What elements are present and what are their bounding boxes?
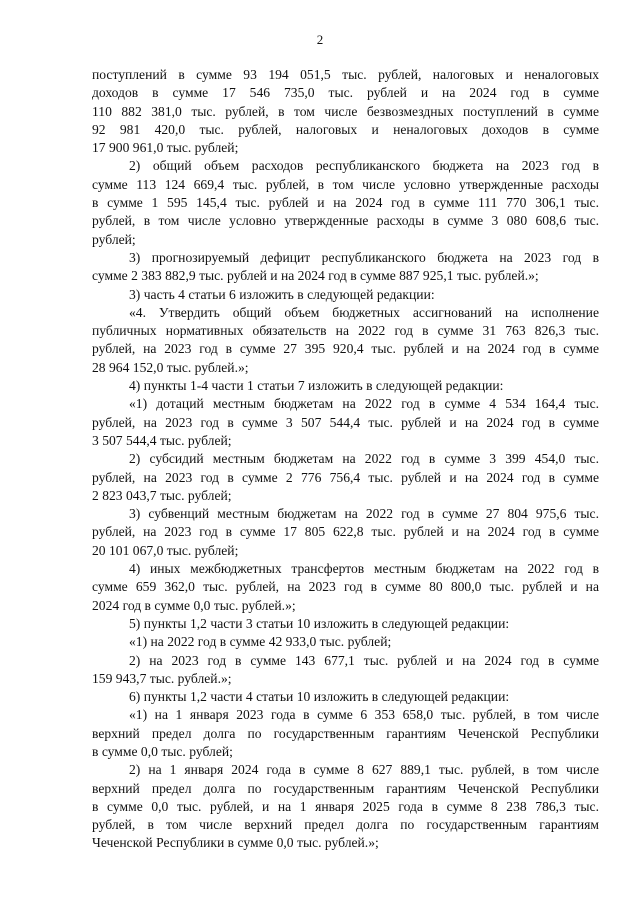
text-line: в сумме 0,0 тыс. рублей; (92, 743, 233, 759)
text-line: 6) пункты 1,2 части 4 статьи 10 изложить в следующей редакции: (129, 689, 510, 705)
text-line: «1) на 1 января 2023 года в сумме 6 353 658,0 тыс. рублей, в том числе (129, 707, 599, 723)
paragraph (92, 157, 599, 248)
paragraph (92, 395, 599, 450)
text-line: «4. Утвердить общий объем бюджетных ассигнований на исполнение (129, 304, 599, 320)
text-line: в сумме 0,0 тыс. рублей, и на 1 января 2025 года в сумме 8 238 786,3 тыс. (92, 798, 599, 814)
page-number: 2 (316, 32, 324, 47)
text-line: 5) пункты 1,2 части 3 статьи 10 изложить в следующей редакции: (129, 615, 510, 631)
text-line: 2) субсидий местным бюджетам на 2022 год в сумме 3 399 454,0 тыс. (129, 451, 599, 467)
paragraph (92, 761, 599, 852)
text-line: верхний предел долга по государственным гарантиям Чеченской Республики (92, 780, 599, 796)
paragraph (92, 615, 599, 633)
text-line: верхний предел долга по государственным гарантиям Чеченской Республики (92, 725, 599, 741)
text-line: публичных нормативных обязательств на 2022 год в сумме 31 763 826,3 тыс. (92, 323, 599, 339)
text-line: рублей; (92, 231, 136, 247)
text-line: рублей, на 2023 год в сумме 27 395 920,4 тыс. рублей и на 2024 год в сумме (92, 341, 599, 357)
paragraph (92, 688, 599, 706)
text-line: сумме 2 383 882,9 тыс. рублей и на 2024 год в сумме 887 925,1 тыс. рублей.»; (92, 268, 539, 284)
text-line: рублей, на 2023 год в сумме 3 507 544,4 тыс. рублей и на 2024 год в сумме (92, 414, 599, 430)
text-line: 2024 год в сумме 0,0 тыс. рублей.»; (92, 597, 296, 613)
text-line: «1) на 2022 год в сумме 42 933,0 тыс. рублей; (129, 634, 392, 650)
text-line: 110 882 381,0 тыс. рублей, в том числе безвозмездных поступлений в сумме (92, 103, 599, 119)
text-line: сумме 659 362,0 тыс. рублей, на 2023 год в сумме 80 800,0 тыс. рублей и на (92, 579, 599, 595)
document-body (92, 66, 599, 853)
paragraph (92, 450, 599, 505)
text-line: 2) на 1 января 2024 года в сумме 8 627 889,1 тыс. рублей, в том числе (129, 762, 599, 778)
text-line: рублей, на 2023 год в сумме 2 776 756,4 тыс. рублей и на 2024 год в сумме (92, 469, 599, 485)
text-line: «1) дотаций местным бюджетам на 2022 год в сумме 4 534 164,4 тыс. (129, 396, 599, 412)
paragraph (92, 560, 599, 615)
paragraph (92, 377, 599, 395)
paragraph (92, 652, 599, 689)
text-line: 20 101 067,0 тыс. рублей; (92, 542, 239, 558)
text-line: поступлений в сумме 93 194 051,5 тыс. рублей, налоговых и неналоговых (92, 67, 599, 82)
text-line: в сумме 1 595 145,4 тыс. рублей и на 2024 год в сумме 111 770 306,1 тыс. (92, 195, 599, 211)
text-line: 92 981 420,0 тыс. рублей, налоговых и неналоговых доходов в сумме (92, 121, 599, 137)
paragraph (92, 706, 599, 761)
text-line: Чеченской Республики в сумме 0,0 тыс. рублей.»; (92, 835, 379, 851)
text-line: 28 964 152,0 тыс. рублей.»; (92, 359, 249, 375)
text-line: 2) на 2023 год в сумме 143 677,1 тыс. рублей и на 2024 год в сумме (129, 652, 599, 668)
paragraph (92, 249, 599, 286)
text-line: рублей, в том числе верхний предел долга по государственным гарантиям (92, 817, 599, 833)
text-line: доходов в сумме 17 546 735,0 тыс. рублей и на 2024 год в сумме (92, 85, 599, 101)
text-line: 159 943,7 тыс. рублей.»; (92, 670, 232, 686)
text-line: 3 507 544,4 тыс. рублей; (92, 432, 232, 448)
paragraph (92, 505, 599, 560)
paragraph (92, 304, 599, 377)
text-line: 17 900 961,0 тыс. рублей; (92, 140, 239, 156)
text-line: 3) прогнозируемый дефицит республиканского бюджета на 2023 год в (129, 249, 599, 265)
text-line: 4) иных межбюджетных трансфертов местным бюджетам на 2022 год в (129, 561, 599, 577)
text-line: 3) субвенций местным бюджетам на 2022 год в сумме 27 804 975,6 тыс. (129, 506, 599, 522)
text-line: 3) часть 4 статьи 6 изложить в следующей редакции: (129, 286, 435, 302)
text-line: 2 823 043,7 тыс. рублей; (92, 487, 232, 503)
text-line: 4) пункты 1-4 части 1 статьи 7 изложить в следующей редакции: (129, 378, 504, 394)
paragraph (92, 286, 599, 304)
paragraph (92, 66, 599, 157)
text-line: 2) общий объем расходов республиканского бюджета на 2023 год в (129, 158, 599, 174)
text-line: рублей, на 2023 год в сумме 17 805 622,8 тыс. рублей и на 2024 год в сумме (92, 524, 599, 540)
paragraph (92, 633, 599, 651)
text-line: сумме 113 124 669,4 тыс. рублей, в том числе условно утвержденные расходы (92, 176, 599, 192)
text-line: рублей, в том числе условно утвержденные расходы в сумме 3 080 608,6 тыс. (92, 213, 599, 229)
